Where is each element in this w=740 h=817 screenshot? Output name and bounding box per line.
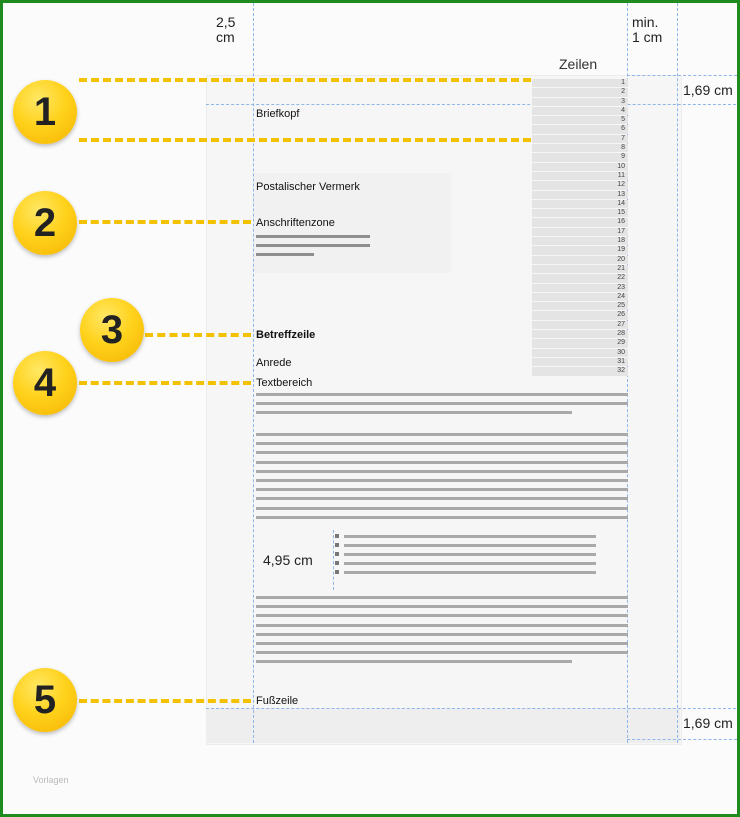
row-number: 4 <box>532 107 628 115</box>
row-number: 15 <box>532 209 628 217</box>
row-number: 24 <box>532 293 628 301</box>
row-number: 11 <box>532 172 628 180</box>
callout-line-1-top <box>79 78 531 82</box>
page-top-guide <box>627 75 737 76</box>
top-margin-guide <box>206 104 736 105</box>
row-number: 3 <box>532 98 628 106</box>
top-margin-label: 1,69 cm <box>683 82 733 98</box>
callout-line-1-bottom <box>79 138 531 142</box>
callout-line-5 <box>79 699 251 703</box>
text-line <box>256 651 628 654</box>
row-number: 26 <box>532 311 628 319</box>
bottom-margin-label: 1,69 cm <box>683 715 733 731</box>
text-line <box>256 411 572 414</box>
text-line <box>256 442 628 445</box>
rows-title: Zeilen <box>559 56 598 72</box>
row-number: 22 <box>532 274 628 282</box>
text-line <box>256 393 628 396</box>
badge-3: 3 <box>80 298 144 362</box>
bullet-text-line <box>344 562 596 565</box>
text-line <box>256 497 628 500</box>
indent-guide <box>333 530 334 590</box>
row-number-column <box>532 79 628 377</box>
row-number: 32 <box>532 367 628 375</box>
row-number: 30 <box>532 349 628 357</box>
text-line <box>256 596 628 599</box>
bullet-text-line <box>344 553 596 556</box>
row-number: 20 <box>532 256 628 264</box>
left-margin-label <box>216 15 235 45</box>
row-number: 27 <box>532 321 628 329</box>
badge-1: 1 <box>13 80 77 144</box>
row-number: 17 <box>532 228 628 236</box>
row-number: 9 <box>532 153 628 161</box>
callout-line-3 <box>145 333 251 337</box>
text-line <box>256 451 628 454</box>
row-number: 28 <box>532 330 628 338</box>
bottom-margin-guide <box>206 708 736 709</box>
text-line <box>256 470 628 473</box>
left-margin-value: 2,5 <box>216 14 236 30</box>
row-number: 19 <box>532 246 628 254</box>
row-number: 16 <box>532 218 628 226</box>
indent-label: 4,95 cm <box>263 552 313 568</box>
row-number: 14 <box>532 200 628 208</box>
row-number: 21 <box>532 265 628 273</box>
text-line <box>256 433 628 436</box>
row-number: 23 <box>532 284 628 292</box>
right-margin-label <box>632 15 662 45</box>
watermark: Vorlagen <box>33 775 69 785</box>
page-bottom-guide <box>627 739 737 740</box>
subject-line-label: Betreffzeile <box>256 329 316 341</box>
text-line <box>256 614 628 617</box>
badge-4: 4 <box>13 351 77 415</box>
bullet-marker <box>335 543 339 547</box>
address-line <box>256 253 314 256</box>
text-line <box>256 479 628 482</box>
text-line <box>256 461 628 464</box>
page-edge-guide <box>677 3 678 743</box>
row-number: 1 <box>532 79 628 87</box>
left-margin-unit: cm <box>216 29 235 45</box>
footer-area <box>206 708 680 743</box>
postal-note-label: Postalischer Vermerk <box>256 181 360 193</box>
text-line <box>256 624 628 627</box>
badge-5: 5 <box>13 668 77 732</box>
row-number: 2 <box>532 88 628 96</box>
row-number: 12 <box>532 181 628 189</box>
row-number: 25 <box>532 302 628 310</box>
text-line <box>256 516 628 519</box>
row-number: 10 <box>532 163 628 171</box>
badge-2: 2 <box>13 191 77 255</box>
row-number: 8 <box>532 144 628 152</box>
address-zone-label: Anschriftenzone <box>256 217 335 229</box>
right-margin-prefix: min. <box>632 14 659 30</box>
callout-line-2 <box>79 220 251 224</box>
row-number: 13 <box>532 191 628 199</box>
bullet-text-line <box>344 535 596 538</box>
salutation-label: Anrede <box>256 357 292 369</box>
row-number: 18 <box>532 237 628 245</box>
right-margin-value: 1 cm <box>632 29 663 45</box>
bullet-marker <box>335 561 339 565</box>
left-margin-guide <box>253 3 254 743</box>
text-line <box>256 605 628 608</box>
address-line <box>256 235 370 238</box>
text-line <box>256 642 628 645</box>
row-number: 5 <box>532 116 628 124</box>
bullet-text-line <box>344 544 596 547</box>
callout-line-4 <box>79 381 251 385</box>
briefkopf-label: Briefkopf <box>256 108 300 120</box>
text-line <box>256 488 628 491</box>
text-area-label: Textbereich <box>256 377 313 389</box>
row-number: 31 <box>532 358 628 366</box>
text-line <box>256 402 628 405</box>
bullet-marker <box>335 534 339 538</box>
footer-label: Fußzeile <box>256 695 299 707</box>
row-number: 7 <box>532 135 628 143</box>
bullet-marker <box>335 570 339 574</box>
text-line <box>256 507 628 510</box>
address-line <box>256 244 370 247</box>
text-line <box>256 633 628 636</box>
text-line <box>256 660 572 663</box>
bullet-text-line <box>344 571 596 574</box>
bullet-marker <box>335 552 339 556</box>
row-number: 29 <box>532 339 628 347</box>
row-number: 6 <box>532 125 628 133</box>
